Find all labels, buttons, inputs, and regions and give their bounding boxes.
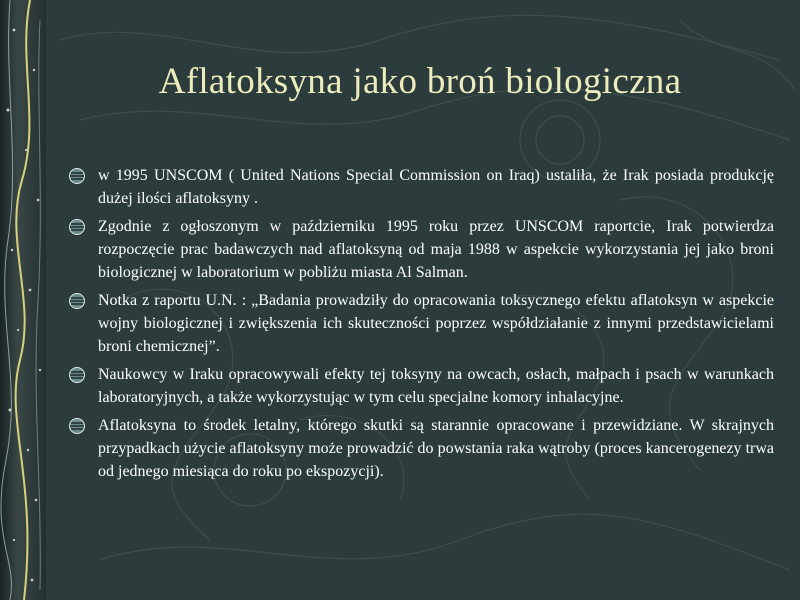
- bullet-text: Notka z raportu U.N. : „Badania prowadziły do opracowania toksycznego efektu aflatoksyn w aspekcie wojny biologicznej i zwiększenia ich skuteczności poprzez współdziałanie z innymi przedstawicielami broni chemicznej”.: [98, 292, 774, 355]
- bullet-text: w 1995 UNSCOM ( United Nations Special Commission on Iraq) ustaliła, że Irak posiada produkcję dużej ilości aflatoksyny .: [98, 167, 774, 207]
- bullet-item: [66, 164, 774, 210]
- striped-sphere-icon: [68, 292, 86, 310]
- bullet-text: Aflatoksyna to środek letalny, którego skutki są starannie opracowane i przewidziane. W skrajnych przypadkach użycie aflatoksyny może prowadzić do powstania raka wątroby (proces kancerogenezy trwa od jednego miesiąca do roku po ekspozycji).: [98, 417, 774, 480]
- bullet-item: [66, 363, 774, 409]
- bullet-item: [66, 289, 774, 358]
- striped-sphere-icon: [68, 218, 86, 236]
- bullet-text: Zgodnie z ogłoszonym w październiku 1995 roku przez UNSCOM raportcie, Irak potwierdza rozpoczęcie prac badawczych nad aflatoksyną od maja 1988 w aspekcie wykorzystania jej jako broni biologicznej w laboratorium w pobliżu miasta Al Salman.: [98, 218, 774, 281]
- bullet-item: [66, 414, 774, 483]
- striped-sphere-icon: [68, 167, 86, 185]
- decorative-side-strip: [0, 0, 46, 600]
- striped-sphere-icon: [68, 366, 86, 384]
- slide-title: Aflatoksyna jako broń biologiczna: [158, 61, 682, 102]
- side-strip-pattern: [0, 0, 46, 600]
- bullet-item: [66, 215, 774, 284]
- striped-sphere-icon: [68, 417, 86, 435]
- bullet-text: Naukowcy w Iraku opracowywali efekty tej toksyny na owcach, osłach, małpach i psach w warunkach laboratoryjnych, a także wykorzystując w tym celu specjalne komory inhalacyjne.: [98, 366, 774, 406]
- bullet-list: [66, 164, 774, 488]
